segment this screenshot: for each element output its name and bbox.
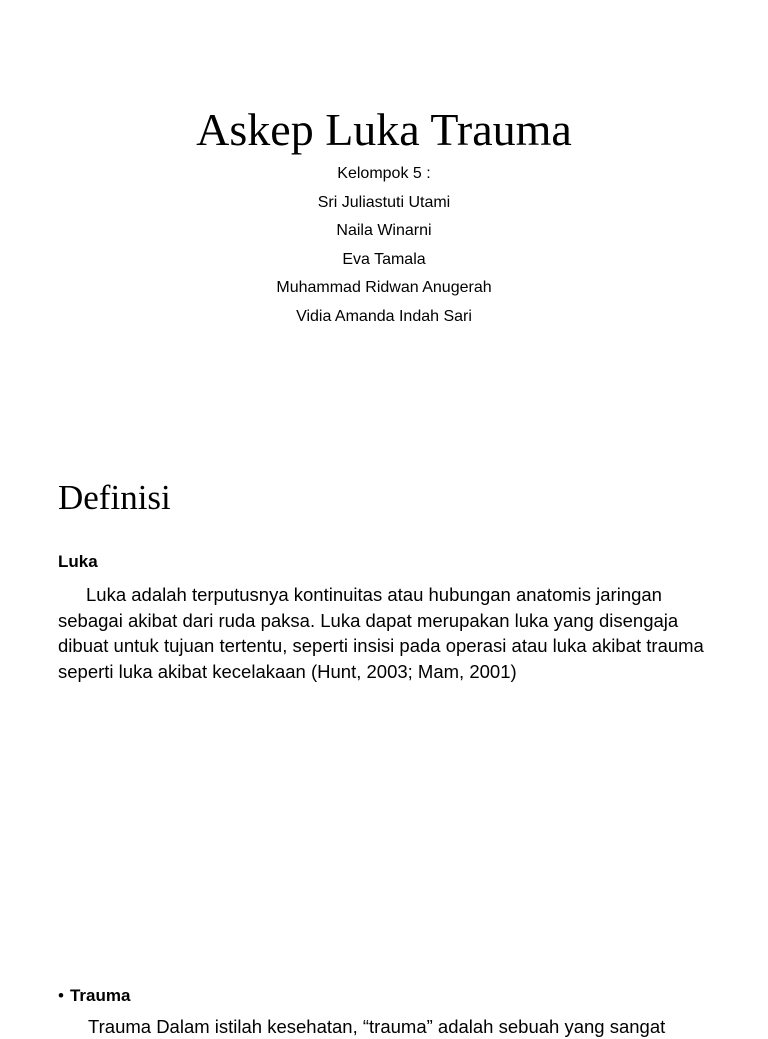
group-member-list	[0, 160, 768, 332]
member-name: Vidia Amanda Indah Sari	[296, 307, 472, 325]
member-name: Muhammad Ridwan Anugerah	[276, 279, 492, 297]
term-heading: Trauma	[69, 986, 131, 1005]
partial-paragraph: Trauma Dalam istilah kesehatan, “trauma” adalah sebuah yang sangat	[88, 1016, 666, 1037]
title-slide	[0, 0, 768, 440]
trauma-slide	[0, 960, 768, 1037]
member-name: Eva Tamala	[342, 250, 426, 268]
bullet-icon: •	[58, 986, 64, 1005]
bullet-item	[58, 984, 130, 1008]
term-heading: Luka	[58, 552, 98, 571]
member-name: Sri Juliastuti Utami	[317, 193, 451, 211]
definition-slide	[0, 440, 768, 960]
section-heading: Definisi	[58, 478, 171, 517]
group-label: Kelompok 5 :	[337, 165, 431, 182]
slide-title: Askep Luka Trauma	[196, 104, 572, 155]
member-name: Naila Winarni	[336, 222, 432, 240]
definition-paragraph: Luka adalah terputusnya kontinuitas atau hubungan anatomis jaringan sebagai akibat dari ruda paksa. Luka dapat merupakan luka yang disengaja dibuat untuk tujuan tertentu, seperti insisi pada operasi atau luka akibat trauma seperti luka akibat kecelakaan (Hunt, 2003; Mam, 2001)	[58, 584, 704, 682]
